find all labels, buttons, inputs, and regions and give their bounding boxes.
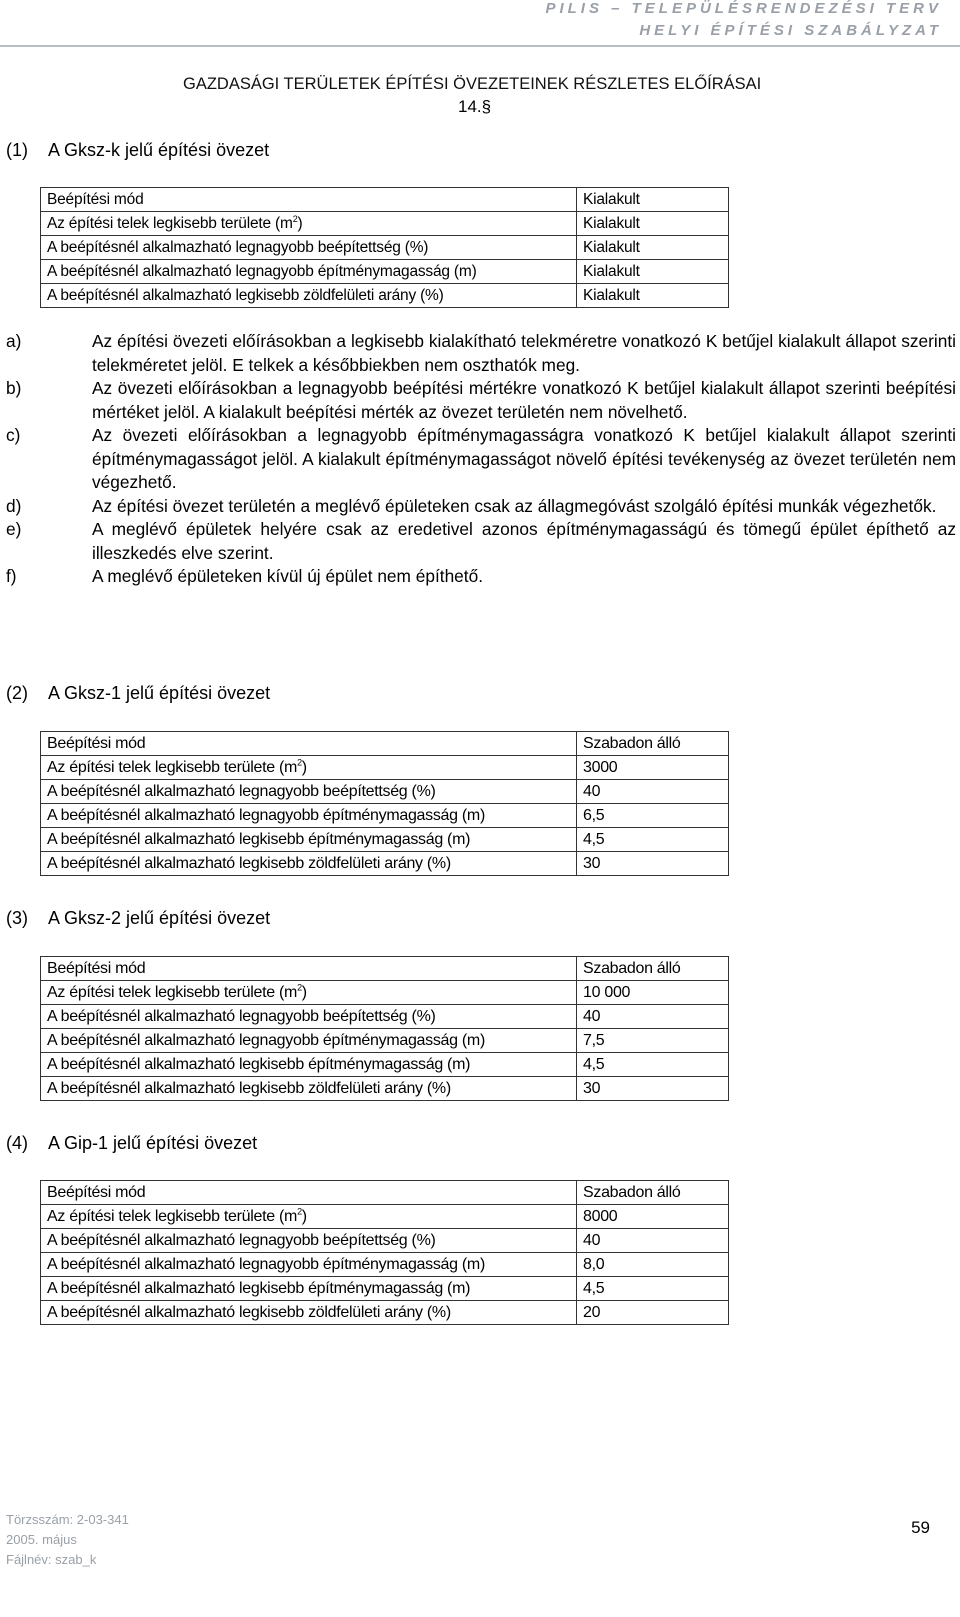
row-label: Beépítési mód (41, 957, 577, 981)
row-value: 40 (577, 780, 729, 804)
footer-filename: Fájlnév: szab_k (6, 1552, 97, 1567)
header-line-1: PILIS – TELEPÜLÉSRENDEZÉSI TERV (545, 0, 942, 17)
row-label: A beépítésnél alkalmazható legkisebb építménymagasság (m) (41, 1053, 577, 1077)
table-row (41, 1229, 729, 1253)
table-row (41, 260, 729, 284)
table-row (41, 1053, 729, 1077)
table-row (41, 1005, 729, 1029)
section-2-table (40, 731, 729, 876)
row-label: A beépítésnél alkalmazható legnagyobb beépítettség (%) (41, 780, 577, 804)
row-label: Beépítési mód (41, 732, 577, 756)
table-row (41, 828, 729, 852)
row-label: A beépítésnél alkalmazható legkisebb építménymagasság (m) (41, 1277, 577, 1301)
section-title: A Gksz-1 jelű építési övezet (48, 683, 271, 703)
row-value: Szabadon álló (577, 1181, 729, 1205)
section-number: (1) (6, 140, 28, 160)
section-3-table (40, 956, 729, 1101)
row-label: A beépítésnél alkalmazható legnagyobb építménymagasság (m) (41, 260, 577, 284)
row-label: A beépítésnél alkalmazható legnagyobb beépítettség (%) (41, 1005, 577, 1029)
table-row (41, 981, 729, 1005)
row-value: 7,5 (577, 1029, 729, 1053)
row-label: A beépítésnél alkalmazható legnagyobb beépítettség (%) (41, 236, 577, 260)
note-text: Az építési övezeti előírásokban a legkisebb kialakítható telekméretre vonatkozó K betűjel kialakult állapot szerinti telekméretet jelöl. E telkek a későbbiekben nem oszthatók meg. (92, 331, 956, 375)
row-label: A beépítésnél alkalmazható legnagyobb építménymagasság (m) (41, 804, 577, 828)
row-label: A beépítésnél alkalmazható legkisebb zöldfelületi arány (%) (41, 852, 577, 876)
note-label: c) (6, 425, 21, 445)
note-f (6, 565, 956, 589)
note-label: f) (6, 566, 17, 586)
note-label: b) (6, 378, 22, 398)
row-label: A beépítésnél alkalmazható legkisebb építménymagasság (m) (41, 828, 577, 852)
table-row (41, 1301, 729, 1325)
row-label: Beépítési mód (41, 188, 577, 212)
table-row (41, 1205, 729, 1229)
row-label: A beépítésnél alkalmazható legnagyobb beépítettség (%) (41, 1229, 577, 1253)
row-label: A beépítésnél alkalmazható legkisebb zöldfelületi arány (%) (41, 1077, 577, 1101)
row-label: A beépítésnél alkalmazható legnagyobb építménymagasság (m) (41, 1029, 577, 1053)
section-title: A Gksz-k jelű építési övezet (48, 140, 270, 160)
row-value: Szabadon álló (577, 957, 729, 981)
section-1-table (40, 187, 729, 308)
section-number: (4) (6, 1133, 28, 1153)
table-row (41, 284, 729, 308)
row-value: Kialakult (577, 260, 729, 284)
table-row (41, 236, 729, 260)
row-value: 30 (577, 1077, 729, 1101)
row-value: Kialakult (577, 284, 729, 308)
table-row (41, 1253, 729, 1277)
row-value: 8000 (577, 1205, 729, 1229)
footer-date: 2005. május (6, 1532, 77, 1547)
note-text: A meglévő épületek helyére csak az eredetivel azonos építménymagasságú és tömegű épület építhető az illeszkedés elve szerint. (92, 519, 956, 563)
note-b (6, 377, 956, 424)
table-row (41, 1277, 729, 1301)
row-value: 6,5 (577, 804, 729, 828)
row-value: 40 (577, 1005, 729, 1029)
row-value: 4,5 (577, 828, 729, 852)
row-label: Beépítési mód (41, 1181, 577, 1205)
note-text: Az övezeti előírásokban a legnagyobb beépítési mértékre vonatkozó K betűjel kialakult állapot szerinti beépítési mértéket jelöl. A kialakult beépítési mérték az övezet területén nem növelhető. (92, 378, 956, 422)
header-line-2: HELYI ÉPÍTÉSI SZABÁLYZAT (639, 22, 942, 39)
row-value: 40 (577, 1229, 729, 1253)
table-row (41, 1077, 729, 1101)
table-row (41, 1181, 729, 1205)
table-row (41, 804, 729, 828)
row-label: Az építési telek legkisebb területe $(m^2)$ (41, 756, 577, 780)
row-value: 10 000 (577, 981, 729, 1005)
row-value: 4,5 (577, 1277, 729, 1301)
table-row (41, 957, 729, 981)
page-title: GAZDASÁGI TERÜLETEK ÉPÍTÉSI ÖVEZETEINEK RÉSZLETES ELŐÍRÁSAI (183, 75, 762, 93)
row-label: A beépítésnél alkalmazható legkisebb zöldfelületi arány (%) (41, 1301, 577, 1325)
section-number: (3) (6, 908, 28, 928)
section-4-table (40, 1180, 729, 1325)
section-4-heading (6, 1133, 257, 1154)
note-text: A meglévő épületeken kívül új épület nem építhető. (92, 566, 484, 586)
row-value: 3000 (577, 756, 729, 780)
row-label: A beépítésnél alkalmazható legnagyobb építménymagasság (m) (41, 1253, 577, 1277)
footer-registry-number: Törzsszám: 2-03-341 (6, 1512, 129, 1527)
table-row (41, 732, 729, 756)
section-1-heading (6, 140, 269, 161)
row-value: Kialakult (577, 188, 729, 212)
section-number: (2) (6, 683, 28, 703)
table-row (41, 212, 729, 236)
row-value: 20 (577, 1301, 729, 1325)
row-label: Az építési telek legkisebb területe $(m^2)$ (41, 1205, 577, 1229)
row-label: Az építési telek legkisebb területe $(m^2)$ (41, 981, 577, 1005)
section-title: A Gip-1 jelű építési övezet (48, 1133, 258, 1153)
table-row (41, 756, 729, 780)
row-label: Az építési telek legkisebb területe $(m^2)$ (41, 212, 577, 236)
paragraph-number: 14.§ (458, 97, 492, 116)
section-3-heading (6, 908, 270, 929)
note-d (6, 495, 956, 519)
section-2-heading (6, 683, 270, 704)
note-a (6, 330, 956, 377)
note-label: d) (6, 495, 22, 516)
note-c (6, 424, 956, 495)
row-value: 4,5 (577, 1053, 729, 1077)
note-text: Az építési övezet területén a meglévő épületeken csak az állagmegóvást szolgáló építési munkák végezhetők. (92, 495, 937, 516)
row-label: A beépítésnél alkalmazható legkisebb zöldfelületi arány (%) (41, 284, 577, 308)
footer-info (6, 1510, 129, 1570)
row-value: 8,0 (577, 1253, 729, 1277)
page-number: 59 (911, 1518, 930, 1537)
header-divider (0, 45, 960, 47)
table-row (41, 852, 729, 876)
notes-list (6, 330, 956, 589)
row-value: Kialakult (577, 236, 729, 260)
table-row (41, 188, 729, 212)
note-label: a) (6, 331, 22, 351)
row-value: Szabadon álló (577, 732, 729, 756)
note-e (6, 518, 956, 565)
note-text: Az övezeti előírásokban a legnagyobb építménymagasságra vonatkozó K betűjel kialakult állapot szerinti építménymagasságot jelöl. A kialakult építménymagasságot növelő építési tevékenység az övezet területén nem végezhető. (92, 425, 956, 492)
section-title: A Gksz-2 jelű építési övezet (48, 908, 271, 928)
table-row (41, 1029, 729, 1053)
note-label: e) (6, 519, 22, 539)
row-value: 30 (577, 852, 729, 876)
row-value: Kialakult (577, 212, 729, 236)
table-row (41, 780, 729, 804)
